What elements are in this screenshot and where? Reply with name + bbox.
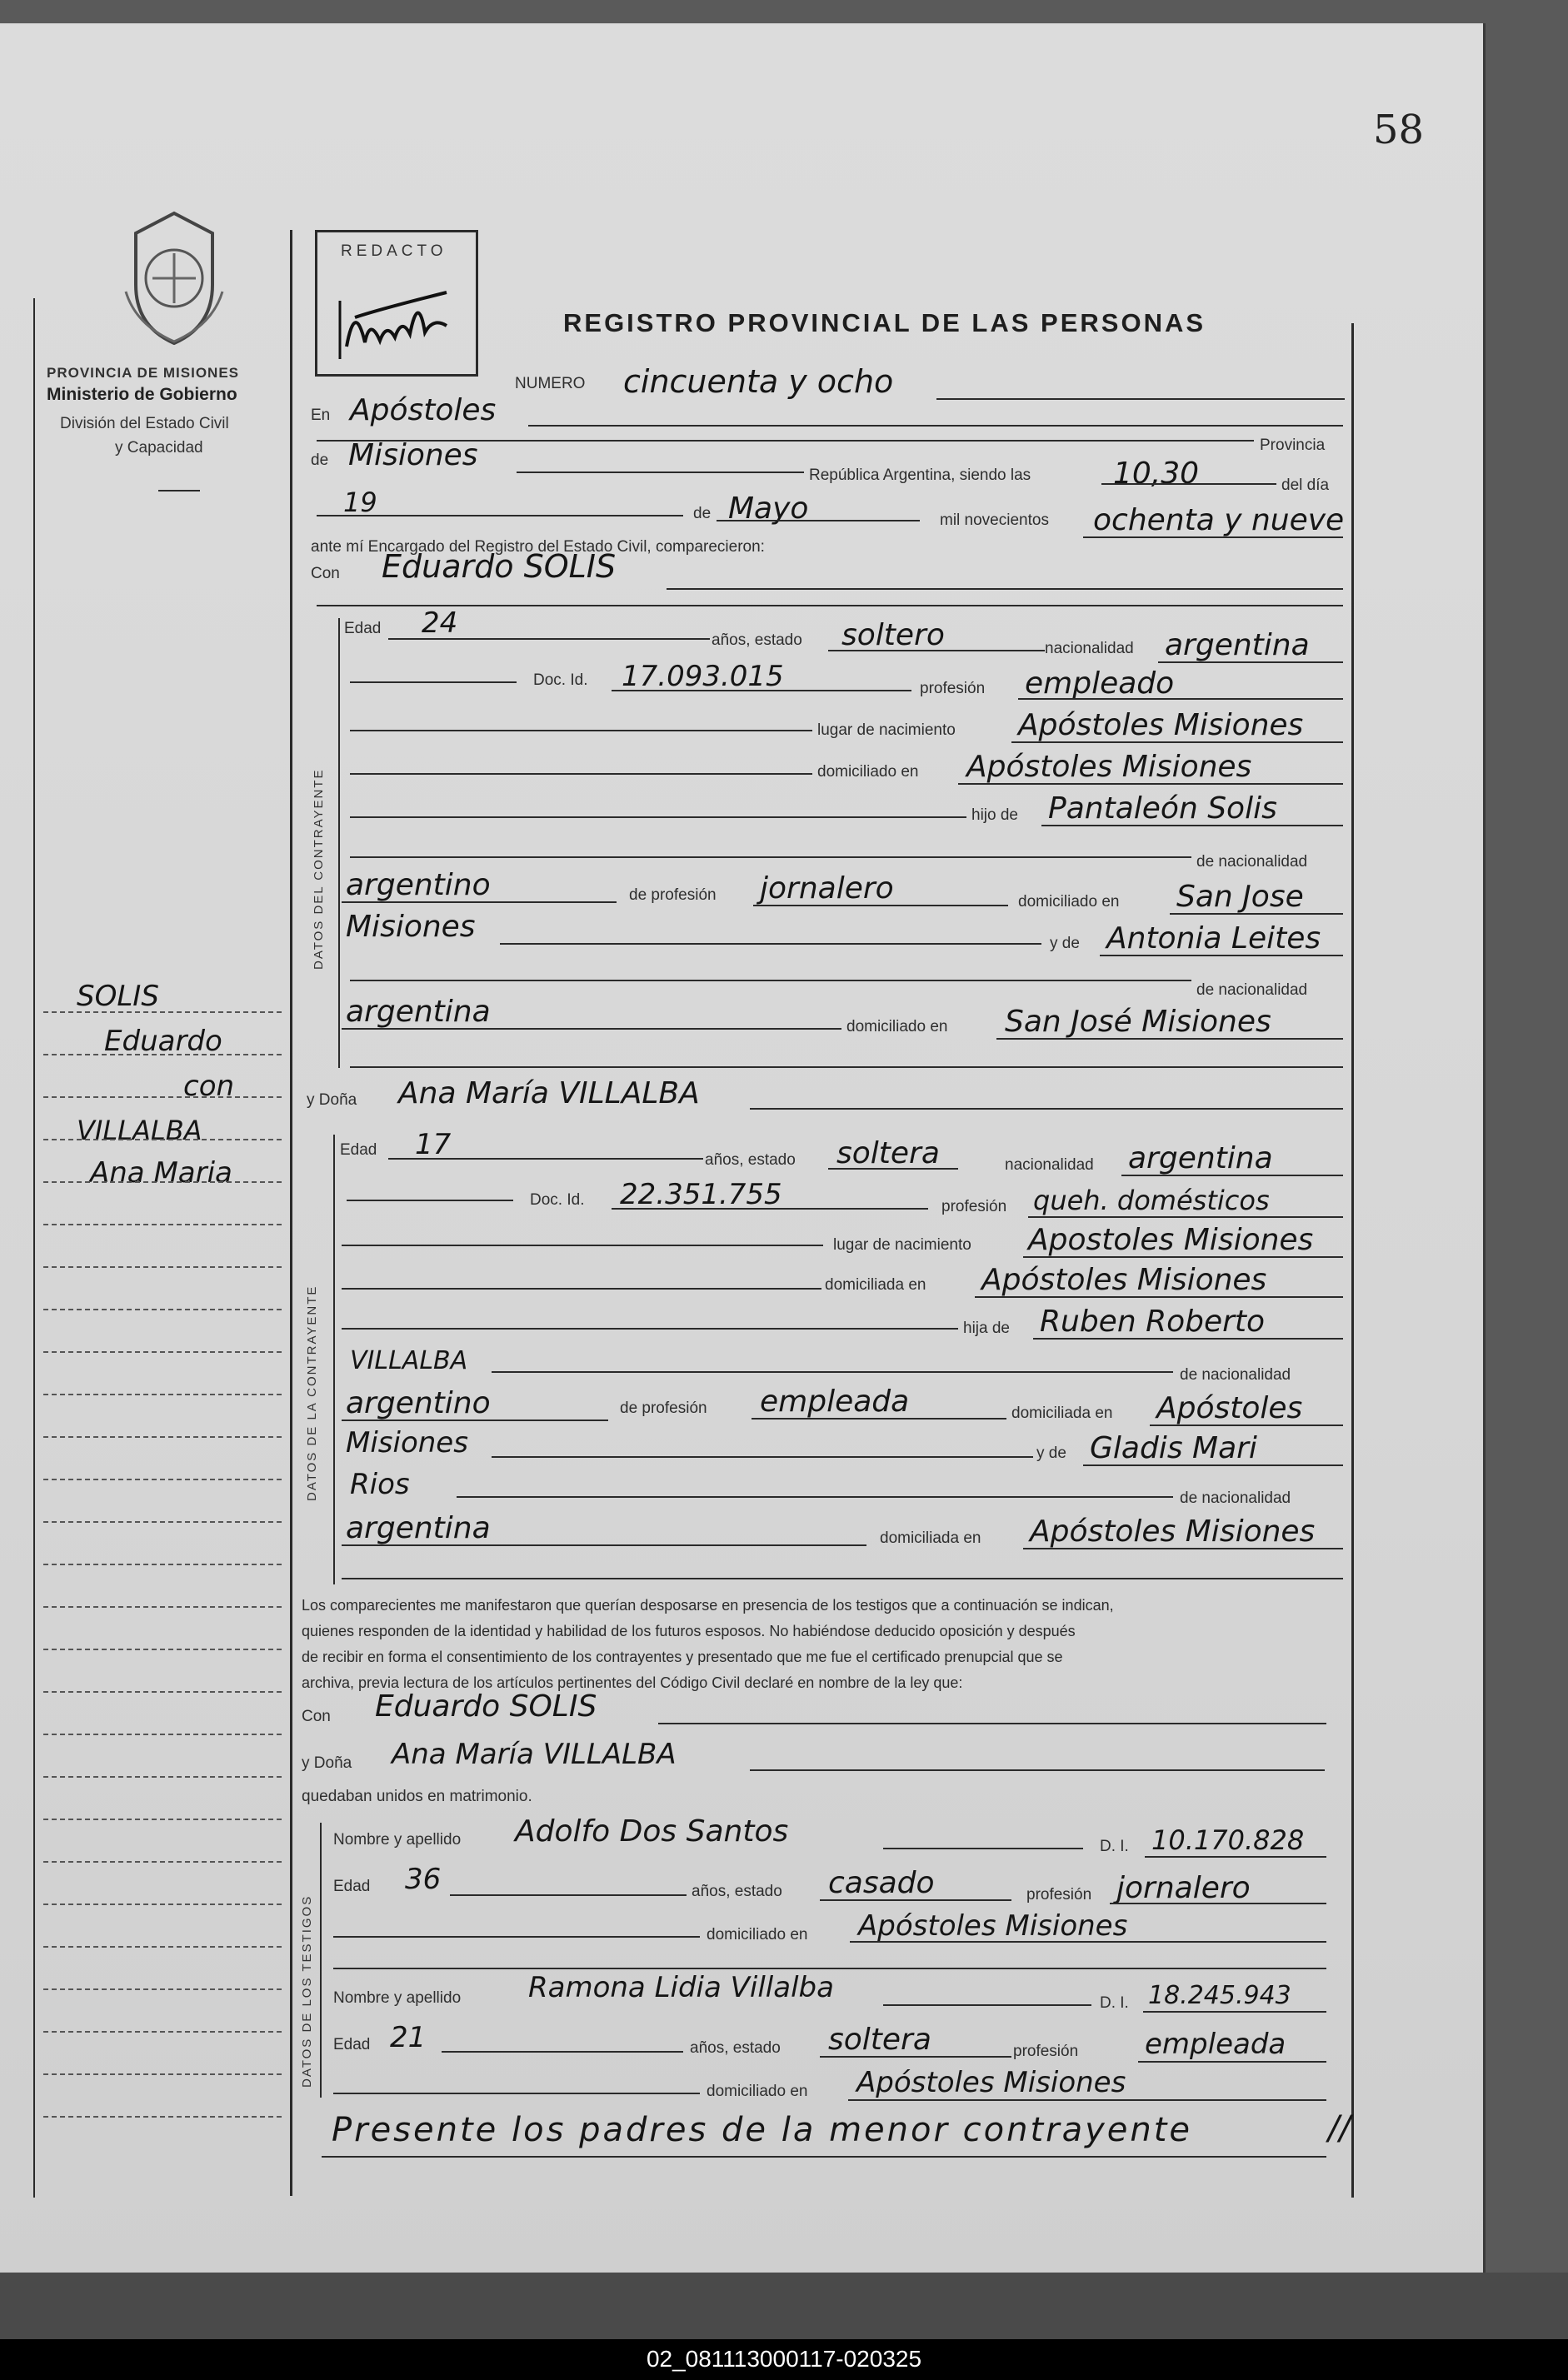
bride-nac-label: nacionalidad xyxy=(1005,1156,1094,1174)
mes-value: Mayo xyxy=(728,491,809,526)
groom-y-de-label: y de xyxy=(1050,935,1080,952)
w1-di-label: D. I. xyxy=(1100,1838,1129,1855)
margin-rule-line xyxy=(43,1309,282,1310)
margin-rule-line xyxy=(43,1988,282,1990)
w1-anos-label: años, estado xyxy=(692,1883,782,1900)
w2-dom-value: Apóstoles Misiones xyxy=(856,2066,1126,2099)
groom-lugar-value: Apóstoles Misiones xyxy=(1018,708,1304,742)
bride-madre-nac-label: de nacionalidad xyxy=(1180,1489,1291,1507)
paragraph-line-3: de recibir en forma el consentimiento de los contrayentes y presentado que me fue el certificado prenupcial que se xyxy=(302,1649,1063,1665)
bride-padre-nac-label: de nacionalidad xyxy=(1180,1366,1291,1384)
groom-nac-value: argentina xyxy=(1165,628,1310,662)
margin-rule-line xyxy=(43,1394,282,1395)
w2-nombre-label: Nombre y apellido xyxy=(333,1989,462,2007)
hora-value: 10,30 xyxy=(1113,457,1200,491)
margin-note-line2: Eduardo xyxy=(104,1025,222,1058)
en-label: En xyxy=(311,407,331,424)
bride-madre-dom-label: domiciliada en xyxy=(880,1529,981,1547)
groom-edad-value: 24 xyxy=(422,606,458,640)
bride-lugar-value: Apostoles Misiones xyxy=(1028,1223,1314,1257)
bride-dom-label: domiciliada en xyxy=(825,1276,926,1294)
groom-padre-nac-label: de nacionalidad xyxy=(1196,853,1308,871)
margin-rule-line xyxy=(43,1436,282,1438)
groom-prof-label: profesión xyxy=(920,680,986,697)
margin-rule-line xyxy=(43,1011,282,1013)
w1-nombre-label: Nombre y apellido xyxy=(333,1831,462,1849)
groom-padre-dom-label: domiciliado en xyxy=(1018,893,1120,911)
groom-anos-label: años, estado xyxy=(712,631,802,649)
scan-bottom-band xyxy=(0,2273,1568,2339)
margin-note-line3: con xyxy=(183,1070,235,1103)
w2-prof-value: empleada xyxy=(1145,2028,1286,2061)
w1-estado-value: casado xyxy=(828,1866,935,1900)
groom-doc-value: 17.093.015 xyxy=(622,660,784,693)
groom-padre-dom2-value: Misiones xyxy=(346,910,476,944)
anio-value: ochenta y nueve xyxy=(1093,503,1345,537)
nota-end-mark: // xyxy=(1328,2109,1351,2148)
numero-value: cincuenta y ocho xyxy=(623,363,894,400)
w1-nombre-value: Adolfo Dos Santos xyxy=(515,1814,789,1849)
margin-rule-line xyxy=(43,1479,282,1480)
bride-section-rule xyxy=(333,1135,335,1584)
groom-padre-prof-value: jornalero xyxy=(760,871,894,906)
margin-rule-line xyxy=(43,1649,282,1650)
w2-nombre-value: Ramona Lidia Villalba xyxy=(528,1971,834,2004)
bride-madre-dom-value: Apóstoles Misiones xyxy=(1030,1514,1316,1549)
groom-madre-nac-label: de nacionalidad xyxy=(1196,981,1308,999)
margin-rule-line xyxy=(43,1606,282,1608)
groom-madre-value: Antonia Leites xyxy=(1106,921,1321,955)
quedaban-label: quedaban unidos en matrimonio. xyxy=(302,1788,532,1805)
mil-label: mil novecientos xyxy=(940,511,1049,529)
stamp-label: REDACTO xyxy=(341,242,447,260)
bride-de-prof-label: de profesión xyxy=(620,1400,707,1417)
paragraph-line-1: Los comparecientes me manifestaron que querían desposarse en presencia de los testigos que a continuación se indican, xyxy=(302,1597,1114,1614)
form-left-rule xyxy=(290,230,292,2196)
contrayente-value: Eduardo SOLIS xyxy=(382,548,617,585)
margin-rule-line xyxy=(43,1139,282,1140)
form-right-rule xyxy=(1351,323,1354,2198)
division-label: División del Estado Civil xyxy=(60,415,229,432)
margin-rule-line xyxy=(43,1224,282,1225)
margin-rule-line xyxy=(43,1861,282,1863)
bride-padre-prof-value: empleada xyxy=(760,1385,910,1419)
bride-y-de-label: y de xyxy=(1036,1444,1066,1462)
groom-nac-label: nacionalidad xyxy=(1045,640,1134,657)
coat-of-arms-emblem xyxy=(119,208,229,348)
margin-rule-line xyxy=(43,1819,282,1820)
bride-padre-nac-value: argentino xyxy=(346,1386,491,1420)
margin-note-line5: Ana Maria xyxy=(90,1156,232,1190)
footer-id: 02_081113000117-020325 xyxy=(646,2346,922,2372)
margin-rule xyxy=(33,298,35,2198)
divider xyxy=(158,490,200,491)
w1-edad-value: 36 xyxy=(405,1863,442,1896)
margin-rule-line xyxy=(43,1181,282,1183)
margin-rule-line xyxy=(43,1691,282,1693)
margin-rule-line xyxy=(43,1734,282,1735)
groom-padre-dom-value: San Jose xyxy=(1176,880,1304,914)
margin-rule-line xyxy=(43,1946,282,1948)
groom-madre-dom-label: domiciliado en xyxy=(846,1018,948,1035)
de-mes-label: de xyxy=(693,505,712,522)
bride-nac-value: argentina xyxy=(1128,1141,1273,1175)
bride-edad-value: 17 xyxy=(415,1128,452,1161)
y-dona2-label: y Doña xyxy=(302,1754,352,1772)
groom-padre-nac-value: argentino xyxy=(346,868,491,902)
bride-padre-apellido-value: VILLALBA xyxy=(350,1346,468,1375)
bride-padre-value: Ruben Roberto xyxy=(1040,1305,1266,1339)
margin-rule-line xyxy=(43,1351,282,1353)
division-label-2: y Capacidad xyxy=(115,439,203,457)
groom-dom-label: domiciliado en xyxy=(817,763,919,781)
groom-dom-value: Apóstoles Misiones xyxy=(966,750,1252,784)
nota-value: Presente los padres de la menor contrayente xyxy=(332,2111,1193,2149)
groom-hijo-label: hijo de xyxy=(971,806,1018,824)
de-label: de xyxy=(311,452,329,469)
province-label: PROVINCIA DE MISIONES xyxy=(47,365,240,381)
bride-padre-dom2-value: Misiones xyxy=(346,1426,468,1459)
bride-padre-dom-value: Apóstoles xyxy=(1156,1391,1303,1425)
groom-edad-label: Edad xyxy=(344,620,382,637)
w1-di-value: 10.170.828 xyxy=(1151,1824,1305,1856)
groom-de-prof-label: de profesión xyxy=(629,886,717,904)
dona-value: Ana María VILLALBA xyxy=(392,1738,677,1771)
w2-anos-label: años, estado xyxy=(690,2039,781,2057)
con-value: Eduardo SOLIS xyxy=(375,1689,597,1724)
w2-di-label: D. I. xyxy=(1100,1994,1129,2012)
groom-estado-value: soltero xyxy=(841,618,945,652)
margin-rule-line xyxy=(43,1776,282,1778)
margin-rule-line xyxy=(43,1054,282,1055)
groom-lugar-label: lugar de nacimiento xyxy=(817,721,956,739)
w1-prof-label: profesión xyxy=(1026,1886,1092,1904)
w2-edad-label: Edad xyxy=(333,2036,371,2053)
margin-rule-line xyxy=(43,1096,282,1098)
bride-prof-label: profesión xyxy=(941,1198,1007,1215)
margin-rule-line xyxy=(43,2116,282,2118)
bride-anos-label: años, estado xyxy=(705,1151,796,1169)
footer-strip xyxy=(0,2339,1568,2380)
w2-dom-label: domiciliado en xyxy=(707,2083,808,2100)
ministry-label: Ministerio de Gobierno xyxy=(47,385,237,404)
groom-doc-label: Doc. Id. xyxy=(533,671,588,689)
numero-label: NUMERO xyxy=(515,375,586,392)
groom-madre-dom-value: San José Misiones xyxy=(1005,1005,1271,1039)
republica-label: República Argentina, siendo las xyxy=(809,467,1031,484)
bride-padre-dom-label: domiciliada en xyxy=(1011,1405,1113,1422)
bride-madre-nac-value: argentina xyxy=(346,1511,491,1545)
bride-prof-value: queh. domésticos xyxy=(1033,1185,1270,1216)
page-number: 58 xyxy=(1373,107,1425,153)
groom-prof-value: empleado xyxy=(1025,666,1175,701)
margin-rule-line xyxy=(43,1521,282,1523)
registry-title: REGISTRO PROVINCIAL DE LAS PERSONAS xyxy=(563,308,1206,337)
datos-contrayente-f-label: DATOS DE LA CONTRAYENTE xyxy=(305,1285,319,1501)
w1-prof-value: jornalero xyxy=(1116,1871,1251,1905)
declaration-paragraph xyxy=(302,1593,1343,1696)
w2-estado-value: soltera xyxy=(828,2023,931,2057)
bride-doc-value: 22.351.755 xyxy=(620,1178,782,1211)
w1-edad-label: Edad xyxy=(333,1878,371,1895)
bride-lugar-label: lugar de nacimiento xyxy=(833,1236,971,1254)
w2-di-value: 18.245.943 xyxy=(1148,1981,1291,2010)
del-dia-label: del día xyxy=(1281,476,1330,494)
y-dona-label: y Doña xyxy=(307,1091,357,1109)
provincia-label: Provincia xyxy=(1260,437,1326,454)
groom-padre-value: Pantaleón Solis xyxy=(1048,791,1277,826)
bride-estado-value: soltera xyxy=(836,1136,940,1170)
w1-dom-label: domiciliado en xyxy=(707,1926,808,1943)
margin-rule-line xyxy=(43,1564,282,1565)
w1-dom-value: Apóstoles Misiones xyxy=(858,1909,1128,1943)
redacto-stamp xyxy=(315,230,478,377)
w2-prof-label: profesión xyxy=(1013,2043,1079,2060)
bride-edad-label: Edad xyxy=(340,1141,377,1159)
margin-rule-line xyxy=(43,2073,282,2075)
con2-label: Con xyxy=(302,1708,331,1725)
w2-edad-value: 21 xyxy=(390,2021,427,2054)
margin-note-line1: SOLIS xyxy=(77,980,159,1013)
datos-testigos-label: DATOS DE LOS TESTIGOS xyxy=(300,1894,314,2088)
signature-scribble xyxy=(322,267,472,367)
ante-label: ante mí Encargado del Registro del Estado Civil, comparecieron: xyxy=(311,538,765,556)
groom-section-rule xyxy=(338,618,340,1068)
de-value: Misiones xyxy=(348,438,478,472)
paragraph-line-2: quienes responden de la identidad y habilidad de los futuros esposos. No habiéndose deducido oposición y después xyxy=(302,1623,1076,1639)
witness-section-rule xyxy=(320,1823,322,2098)
bride-madre-apellido-value: Rios xyxy=(350,1468,410,1501)
bride-hija-label: hija de xyxy=(963,1320,1010,1337)
dia-value: 19 xyxy=(343,486,377,518)
bride-madre-value: Gladis Mari xyxy=(1090,1431,1257,1465)
bride-doc-label: Doc. Id. xyxy=(530,1191,585,1209)
en-value: Apóstoles xyxy=(350,393,497,427)
paragraph-line-4: archiva, previa lectura de los artículos pertinentes del Código Civil declaré en nombre de la ley que: xyxy=(302,1674,963,1691)
groom-madre-nac-value: argentina xyxy=(346,995,491,1029)
datos-contrayente-label: DATOS DEL CONTRAYENTE xyxy=(312,768,326,970)
margin-rule-line xyxy=(43,1266,282,1268)
bride-dom-value: Apóstoles Misiones xyxy=(981,1263,1267,1297)
register-page xyxy=(0,23,1486,2273)
con-label: Con xyxy=(311,565,340,582)
margin-note-line4: VILLALBA xyxy=(77,1115,202,1146)
contrayente-f-value: Ana María VILLALBA xyxy=(398,1076,700,1110)
margin-rule-line xyxy=(43,1904,282,1905)
margin-rule-line xyxy=(43,2031,282,2033)
